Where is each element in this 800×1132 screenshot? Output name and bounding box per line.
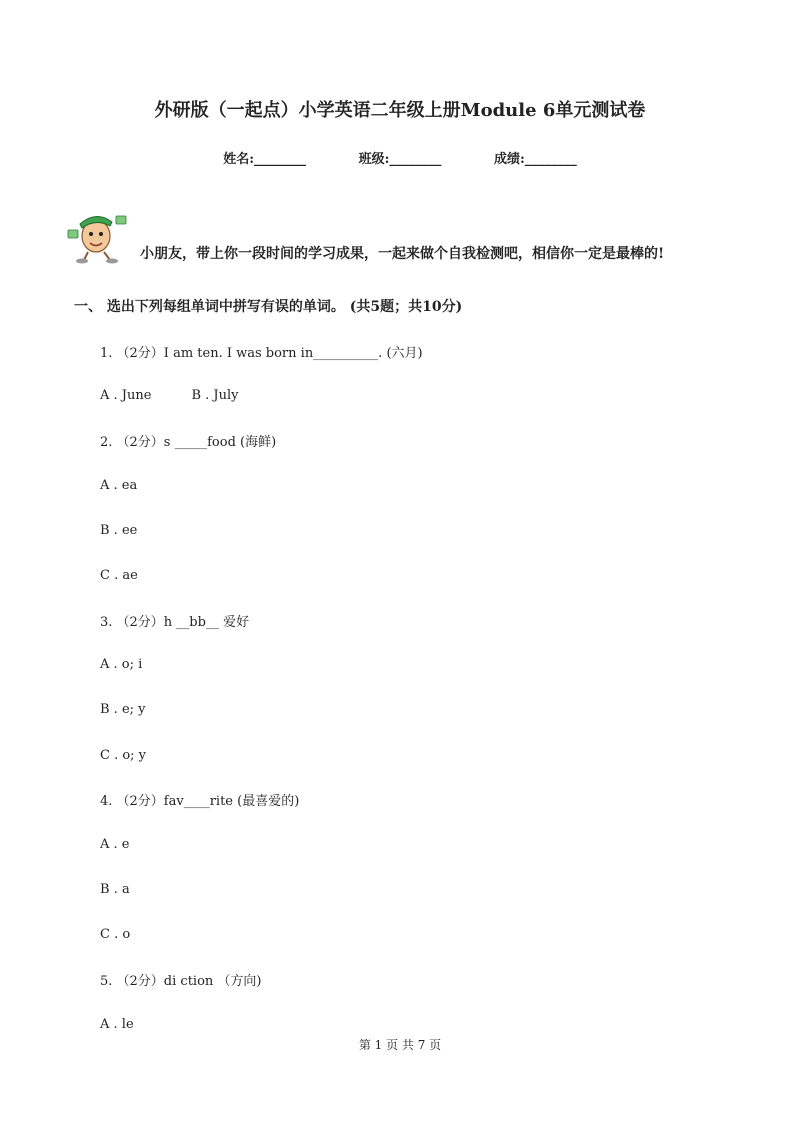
- page-title: 外研版（一起点）小学英语二年级上册Module 6单元测试卷: [154, 100, 646, 121]
- option-a[interactable]: A . June: [100, 388, 152, 403]
- question-3: 3. （2分）h __bb__ 爱好: [100, 615, 250, 630]
- score-field[interactable]: 成绩:________: [493, 152, 577, 167]
- option-b[interactable]: B . July: [191, 388, 239, 403]
- mascot-icon: [66, 206, 132, 264]
- option-a[interactable]: A . o; i: [100, 657, 143, 672]
- option-c[interactable]: C . o: [100, 927, 131, 942]
- question-4: 4. （2分）fav____rite (最喜爱的): [100, 794, 300, 809]
- option-a[interactable]: A . e: [100, 837, 130, 852]
- name-field[interactable]: 姓名:________: [223, 152, 307, 167]
- question-5: 5. （2分）di ction （方向): [100, 974, 262, 989]
- option-c[interactable]: C . ae: [100, 568, 138, 583]
- section-heading: 一、 选出下列每组单词中拼写有误的单词。 (共5题；共10分): [74, 299, 463, 315]
- option-a[interactable]: A . ea: [100, 478, 138, 493]
- option-b[interactable]: B . e; y: [100, 702, 146, 717]
- option-b[interactable]: B . a: [100, 882, 130, 897]
- page-footer: 第 1 页 共 7 页: [358, 1038, 442, 1052]
- intro-text: 小朋友，带上你一段时间的学习成果，一起来做个自我检测吧，相信你一定是最棒的!: [140, 246, 665, 262]
- question-1-options: [100, 388, 238, 403]
- question-1: 1. （2分）I am ten. I was born in__________. (六月): [100, 346, 423, 361]
- option-c[interactable]: C . o; y: [100, 748, 147, 763]
- class-field[interactable]: 班级:________: [358, 152, 442, 167]
- option-a[interactable]: A . le: [100, 1017, 134, 1032]
- student-info-fields: [0, 148, 800, 167]
- question-2: 2. （2分）s _____food (海鲜): [100, 435, 277, 450]
- option-b[interactable]: B . ee: [100, 523, 138, 538]
